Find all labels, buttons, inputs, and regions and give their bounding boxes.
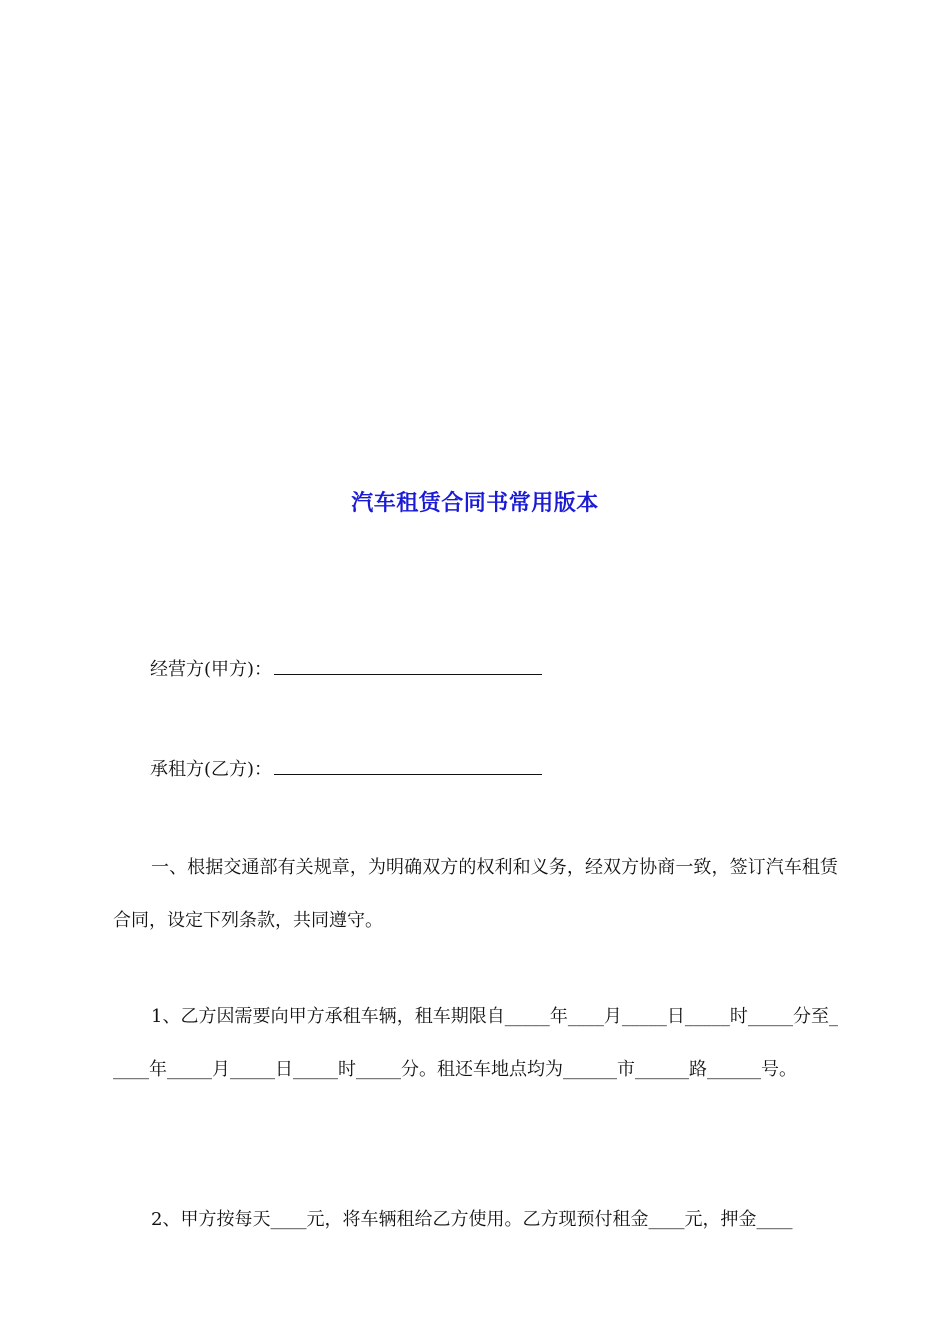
paragraph-intro: 一、根据交通部有关规章，为明确双方的权利和义务，经双方协商一致，签订汽车租赁合同，设定下列条款，共同遵守。 (113, 857, 838, 931)
party-b-label: 承租方(乙方)： (150, 759, 273, 780)
paragraph-clause-1: 1、乙方因需要向甲方承租车辆，租车期限自_____年____月_____日_____时_____分至_____年_____月_____日_____时_____分。租还车地点均为______市______路______号。 (113, 1006, 838, 1080)
party-a-line (150, 658, 542, 682)
party-a-blank[interactable] (274, 658, 542, 675)
paragraph-clause-2: 2、甲方按每天____元，将车辆租给乙方使用。乙方现预付租金____元，押金____ (151, 1209, 793, 1230)
document-title: 汽车租赁合同书常用版本 (351, 490, 599, 516)
party-a-label: 经营方(甲方)： (150, 659, 273, 680)
party-b-blank[interactable] (274, 758, 542, 775)
party-b-line (150, 758, 542, 782)
